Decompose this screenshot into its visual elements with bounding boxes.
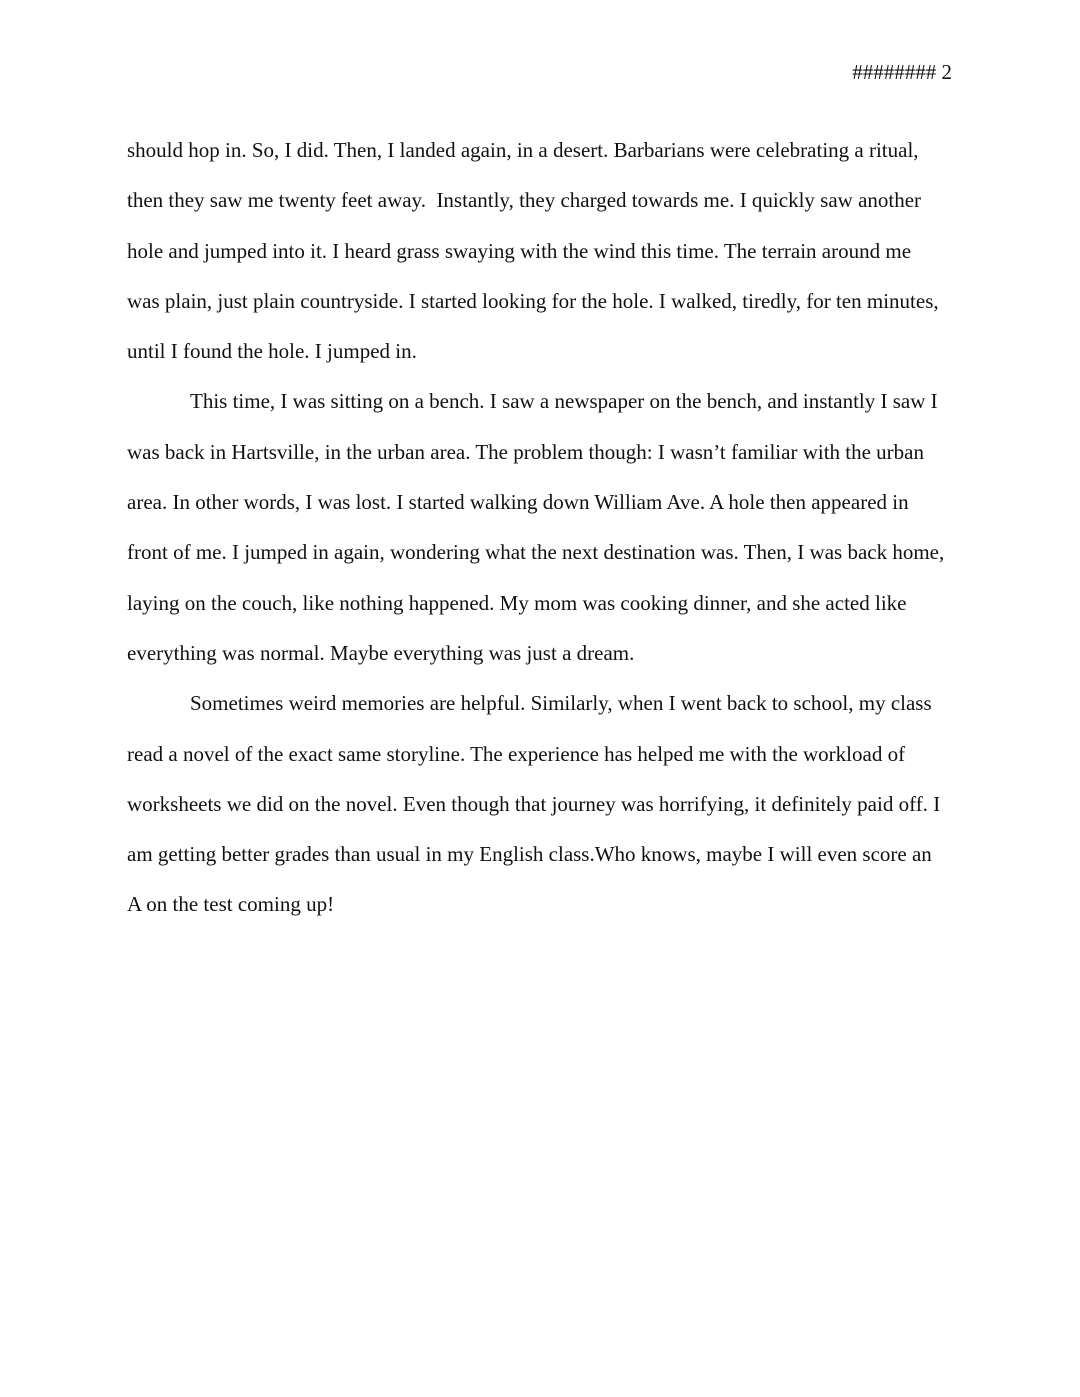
text-line: A on the test coming up!	[127, 892, 335, 917]
text-line-indented: Sometimes weird memories are helpful. Similarly, when I went back to school, my class	[190, 691, 932, 716]
text-line: area. In other words, I was lost. I started walking down William Ave. A hole then appeared in	[127, 490, 909, 515]
paragraph-2	[127, 376, 953, 678]
running-head: ######## 2	[852, 60, 952, 84]
text-line: front of me. I jumped in again, wondering what the next destination was. Then, I was back home,	[127, 540, 945, 565]
text-line: then they saw me twenty feet away. Instantly, they charged towards me. I quickly saw another	[127, 188, 922, 213]
text-line: am getting better grades than usual in my English class.Who knows, maybe I will even score an	[127, 842, 932, 867]
text-line: should hop in. So, I did. Then, I landed again, in a desert. Barbarians were celebrating a ritual,	[127, 138, 919, 162]
body-text	[127, 125, 953, 930]
paragraph-1	[127, 125, 953, 376]
text-line: worksheets we did on the novel. Even though that journey was horrifying, it definitely paid off. I	[127, 791, 941, 816]
text-line: was back in Hartsville, in the urban area. The problem though: I wasn’t familiar with the urban	[127, 439, 924, 464]
text-line: laying on the couch, like nothing happened. My mom was cooking dinner, and she acted like	[127, 590, 907, 615]
paragraph-3	[127, 678, 953, 929]
text-line: read a novel of the exact same storyline. The experience has helped me with the workload of	[127, 741, 906, 766]
text-line: until I found the hole. I jumped in.	[127, 339, 417, 364]
text-line: hole and jumped into it. I heard grass swaying with the wind this time. The terrain around me	[127, 238, 912, 263]
text-line: everything was normal. Maybe everything was just a dream.	[127, 640, 635, 665]
text-line-indented: This time, I was sitting on a bench. I saw a newspaper on the bench, and instantly I saw I	[190, 389, 938, 414]
text-line: was plain, just plain countryside. I started looking for the hole. I walked, tiredly, for ten minutes,	[127, 288, 939, 313]
